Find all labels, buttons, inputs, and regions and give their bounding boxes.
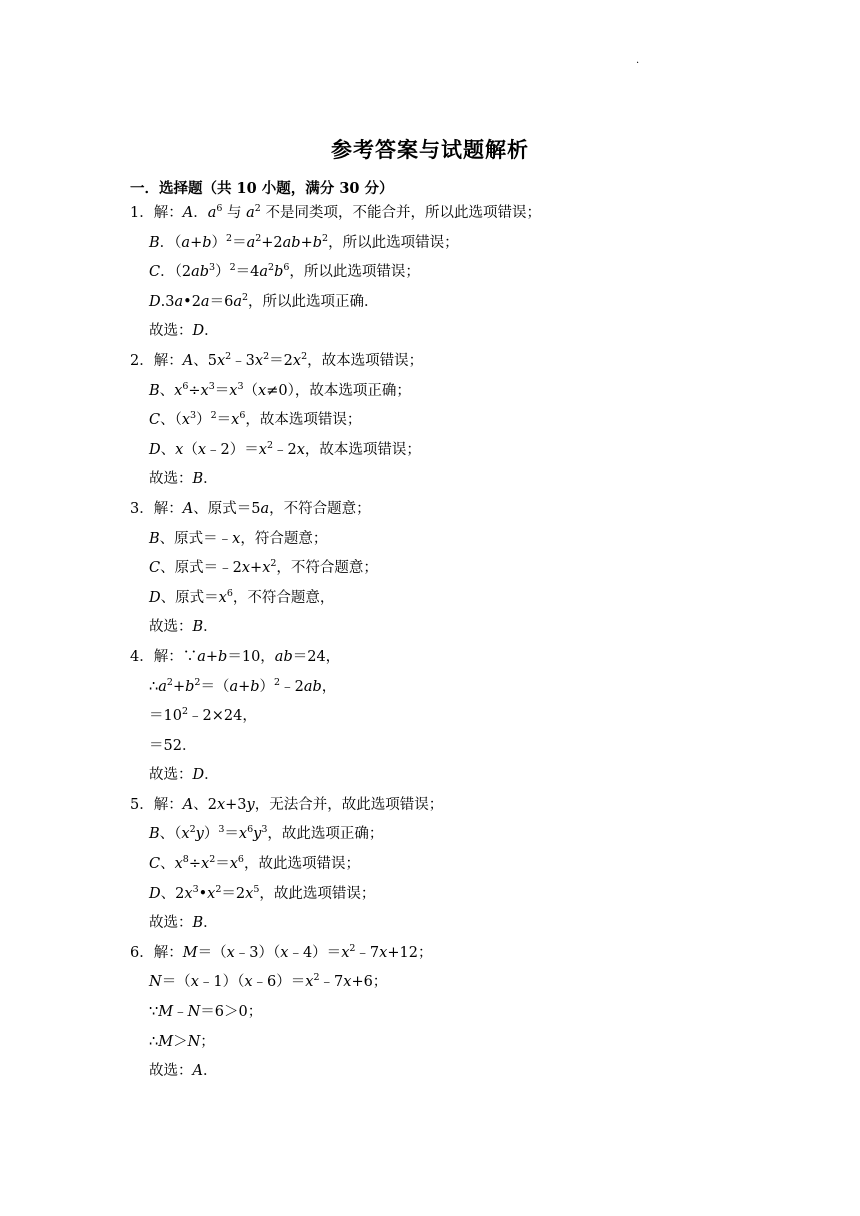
text-segment: ＝10， (227, 648, 275, 665)
solution-line (0, 584, 860, 614)
math-variable: x (197, 441, 207, 458)
math-variable: B (149, 234, 160, 251)
text-segment: ． (204, 323, 219, 340)
text-segment: 故选： (149, 1063, 193, 1080)
text-segment: ，所以此选项正确． (248, 293, 379, 310)
math-variable: a (197, 648, 206, 665)
text-segment: ＝10 (149, 708, 182, 725)
text-segment: ﹣6）＝ (252, 974, 306, 991)
text-segment: ） (203, 826, 219, 843)
math-variable: B (192, 471, 204, 488)
text-segment: 故选： (149, 915, 193, 932)
text-segment: ∴ (149, 1033, 159, 1050)
text-segment: ＝ (224, 826, 239, 843)
math-variable: x (226, 944, 235, 961)
math-variable: x (229, 382, 238, 399)
solution-line (0, 998, 860, 1028)
text-segment: ∴ (149, 678, 159, 695)
exponent: 2 (301, 350, 308, 362)
math-variable: b (250, 678, 260, 695)
text-segment: 故选： (149, 619, 193, 636)
text-segment: + (250, 560, 263, 577)
math-variable: x (296, 441, 305, 458)
solution-line (0, 909, 860, 939)
solution-line (0, 732, 860, 762)
exponent: 3 (261, 824, 268, 836)
text-segment: 、 (160, 856, 175, 873)
exponent: 5 (253, 883, 260, 895)
exponent: 6 (239, 410, 246, 422)
math-variable: D (192, 323, 205, 340)
solution-line (0, 554, 860, 584)
solution-line (0, 820, 860, 850)
text-segment: ．（ (159, 234, 182, 251)
exponent: 3 (218, 824, 225, 836)
math-variable: B (149, 530, 160, 547)
text-segment: ，不符合题意； (269, 500, 371, 517)
math-variable: C (149, 412, 161, 429)
text-segment: ﹣3）（ (234, 944, 281, 961)
math-variable: A (182, 500, 194, 517)
math-variable: a (246, 234, 256, 251)
text-segment: ﹣7 (319, 974, 344, 991)
text-segment: .3 (160, 293, 175, 310)
solution-line (0, 525, 860, 555)
math-variable: C (149, 560, 161, 577)
text-segment: ＝52． (149, 737, 197, 754)
math-variable: x (258, 382, 267, 399)
text-segment: ＝2 (269, 352, 293, 369)
math-variable: D (192, 767, 205, 784)
solution-line (0, 791, 860, 821)
math-variable: B (192, 619, 204, 636)
solution-line (0, 702, 860, 732)
math-variable: x (292, 352, 302, 369)
math-variable: B (192, 915, 204, 932)
text-segment: ﹣2）＝ (206, 441, 259, 458)
math-variable: y (253, 826, 262, 843)
math-variable: x (216, 352, 226, 369)
text-segment: + (238, 678, 251, 695)
text-segment: （ (183, 441, 198, 458)
exponent: 3 (192, 883, 199, 895)
text-segment: 、原式＝﹣2 (160, 560, 242, 577)
solution-line (0, 1057, 860, 1087)
text-segment: ，故本选项错误； (245, 412, 362, 429)
exponent: 3 (208, 380, 215, 392)
math-variable: x (254, 352, 264, 369)
math-variable: b (202, 234, 212, 251)
text-segment: （ (243, 382, 259, 399)
solution-line (0, 1028, 860, 1058)
math-variable: D (149, 293, 161, 310)
text-segment: ，所以此选项错误； (328, 234, 459, 251)
math-variable: x (343, 974, 352, 991)
math-variable: ab (282, 234, 301, 251)
text-segment: ） (196, 412, 211, 429)
text-segment: ÷ (188, 382, 201, 399)
text-segment: ＝4 (235, 264, 260, 281)
text-segment: ． (204, 767, 219, 784)
exponent: 2 (266, 439, 273, 451)
text-segment: 、2 (160, 885, 185, 902)
exponent: 2 (255, 232, 262, 244)
math-variable: ab (303, 678, 322, 695)
math-variable: x (181, 412, 191, 429)
exponent: 6 (216, 203, 223, 214)
text-segment: ． (203, 915, 218, 932)
math-variable: x (341, 944, 350, 961)
math-variable: x (181, 826, 190, 843)
text-segment: 故选： (149, 323, 193, 340)
math-variable: B (149, 382, 160, 399)
math-variable: x (207, 885, 216, 902)
text-segment: ＝（ (200, 678, 230, 695)
text-segment: ，不符合题意； (276, 560, 378, 577)
math-variable: M (182, 944, 198, 961)
text-segment: 4．解：∵ (130, 648, 198, 665)
math-variable: y (195, 826, 204, 843)
exponent: 2 (215, 883, 222, 895)
exponent: 6 (226, 587, 233, 599)
solution-line (0, 436, 860, 466)
text-segment: 、2 (193, 796, 217, 813)
math-variable: M (158, 1004, 174, 1021)
text-segment: 、原式＝﹣ (159, 530, 233, 547)
text-segment: ． (202, 1063, 218, 1080)
text-segment: ） (211, 234, 227, 251)
text-segment: ＝6 (209, 293, 234, 310)
math-variable: a (233, 293, 242, 310)
text-segment: • (198, 885, 208, 902)
text-segment: ，无法合并，故此选项错误； (254, 796, 444, 813)
math-variable: a (200, 293, 210, 310)
text-segment: ﹣7 (355, 944, 380, 961)
exponent: 2 (322, 232, 329, 244)
math-variable: x (258, 441, 267, 458)
exponent: 2 (181, 706, 188, 718)
section-heading: 一．选择题（共 10 小题，满分 30 分） (130, 180, 394, 197)
math-variable: A (182, 352, 194, 369)
text-segment: + (190, 234, 203, 251)
math-variable: x (174, 382, 183, 399)
math-variable: x (305, 974, 314, 991)
math-variable: ab (274, 648, 293, 665)
solution-line (0, 288, 860, 318)
text-segment: 、 (160, 441, 176, 458)
math-variable: x (231, 412, 240, 429)
math-variable: A (192, 1063, 203, 1080)
text-segment: 5．解： (130, 796, 183, 813)
text-segment: ﹣3 (231, 352, 255, 369)
text-segment: 、（ (159, 826, 182, 843)
math-variable: a (207, 205, 217, 221)
math-variable: x (280, 944, 289, 961)
exponent: 2 (229, 262, 236, 274)
solution-line (0, 850, 860, 880)
text-segment: ） (215, 264, 230, 281)
text-segment: +3 (225, 796, 247, 813)
exponent: 2 (274, 676, 281, 688)
math-variable: C (149, 264, 161, 281)
math-variable: b (218, 648, 228, 665)
exponent: 2 (313, 972, 320, 984)
math-variable: x (232, 530, 241, 547)
solution-line (0, 968, 860, 998)
math-variable: D (149, 441, 161, 458)
solution-line (0, 317, 860, 347)
text-segment: ＝（ (197, 944, 227, 961)
text-segment: +12； (387, 944, 433, 961)
solution-line (0, 377, 860, 407)
solution-line (0, 673, 860, 703)
text-segment: ﹣2×24， (188, 708, 257, 725)
text-segment: + (300, 234, 313, 251)
exponent: 2 (194, 676, 201, 688)
math-variable: a (181, 234, 191, 251)
exponent: 2 (270, 558, 277, 570)
math-variable: x (174, 856, 183, 873)
math-variable: b (185, 678, 195, 695)
solution-line (0, 258, 860, 288)
text-segment: ＝（ (161, 974, 191, 991)
text-segment: ，故此选项错误； (243, 856, 360, 873)
math-variable: y (246, 796, 255, 813)
text-segment: ，不符合题意， (232, 589, 335, 606)
math-variable: x (200, 382, 209, 399)
math-variable: x (184, 885, 193, 902)
math-variable: x (245, 885, 254, 902)
solution-line (0, 939, 860, 969)
exponent: 2 (349, 942, 356, 954)
text-segment: ．（2 (160, 264, 192, 281)
text-segment: ∵ (149, 1004, 159, 1021)
math-variable: x (244, 974, 253, 991)
math-variable: a (158, 678, 167, 695)
text-segment: ≠0），故本选项正确； (266, 382, 411, 399)
solution-line (0, 199, 860, 229)
text-segment: ﹣4）＝ (288, 944, 342, 961)
exponent: 2 (241, 291, 249, 303)
math-variable: M (158, 1033, 174, 1050)
exponent: 2 (254, 203, 261, 214)
math-variable: a (174, 293, 184, 310)
exponent: 2 (210, 410, 217, 422)
math-variable: D (149, 885, 161, 902)
math-variable: x (262, 560, 271, 577)
exponent: 8 (182, 854, 189, 866)
exponent: 2 (225, 350, 232, 362)
math-variable: D (149, 589, 161, 606)
math-variable: N (187, 1033, 201, 1050)
text-segment: ＝2 (221, 885, 246, 902)
text-segment: ﹣2 (272, 441, 297, 458)
text-segment: 故选： (149, 471, 193, 488)
math-variable: a (260, 500, 270, 517)
text-segment: 1．解： (130, 205, 183, 221)
math-variable: x (379, 944, 388, 961)
exponent: 3 (190, 410, 197, 422)
math-variable: N (149, 974, 162, 991)
text-segment: 、 (159, 382, 175, 399)
exponent: 2 (166, 676, 173, 688)
text-segment: + (205, 648, 219, 665)
text-segment: ； (200, 1033, 215, 1050)
text-segment: 2．解： (130, 352, 183, 369)
text-segment: 、（ (160, 412, 182, 429)
exponent: 6 (182, 380, 189, 392)
text-segment: ，故本选项错误； (307, 352, 424, 369)
solution-line (0, 229, 860, 259)
solution-lines (0, 199, 860, 1087)
text-segment: +6； (351, 974, 388, 991)
text-segment: ﹣2 (280, 678, 304, 695)
text-segment: ＝24， (292, 648, 341, 665)
math-variable: B (149, 826, 160, 843)
text-segment: ＝ (215, 856, 230, 873)
text-segment: ，所以此选项错误； (289, 264, 420, 281)
page-title: 参考答案与试题解析 (331, 137, 529, 162)
text-segment: 、原式＝ (160, 589, 219, 606)
solution-line (0, 880, 860, 910)
text-segment: ＝ (216, 412, 232, 429)
text-segment: ． (203, 619, 218, 636)
math-variable: b (312, 234, 323, 251)
exponent: 6 (247, 824, 254, 836)
math-variable: ab (191, 264, 210, 281)
text-segment: + (172, 678, 186, 695)
math-variable: A (182, 205, 194, 221)
text-segment: 与 (222, 205, 247, 221)
exponent: 2 (268, 262, 275, 274)
text-segment: ， (321, 678, 337, 695)
math-variable: C (149, 856, 161, 873)
text-segment: 故选： (149, 767, 193, 784)
text-segment: ﹣ (173, 1004, 188, 1021)
solution-line (0, 643, 860, 673)
text-segment: ＞ (173, 1033, 188, 1050)
solution-line (0, 465, 860, 495)
math-variable: x (241, 560, 251, 577)
solution-line (0, 406, 860, 436)
math-variable: a (246, 205, 255, 221)
text-segment: 、原式＝5 (193, 500, 261, 517)
math-variable: x (218, 589, 227, 606)
text-segment: 6．解： (130, 944, 183, 961)
exponent: 2 (189, 824, 196, 836)
text-segment: ÷ (188, 856, 201, 873)
exponent: 3 (209, 262, 216, 274)
math-variable: N (187, 1004, 201, 1021)
text-segment: ，符合题意； (240, 530, 328, 547)
math-variable: a (259, 264, 269, 281)
text-segment: ，故本选项错误； (304, 441, 421, 458)
text-segment: ． (203, 471, 218, 488)
exponent: 2 (263, 350, 270, 362)
text-segment: •2 (183, 293, 201, 310)
math-variable: b (274, 264, 284, 281)
text-segment: 、5 (193, 352, 217, 369)
exponent: 6 (283, 262, 290, 274)
math-variable: a (229, 678, 239, 695)
exponent: 2 (226, 232, 233, 244)
math-variable: x (238, 826, 248, 843)
math-variable: x (216, 796, 226, 813)
math-variable: A (182, 796, 194, 813)
solution-line (0, 761, 860, 791)
text-segment: ﹣1）（ (198, 974, 245, 991)
solution-line (0, 495, 860, 525)
solution-line (0, 347, 860, 377)
text-segment: ＝6＞0； (200, 1004, 263, 1021)
exponent: 2 (209, 854, 216, 866)
math-variable: x (229, 856, 238, 873)
exponent: 3 (237, 380, 244, 392)
text-segment: ． (193, 205, 208, 221)
exponent: 6 (237, 854, 244, 866)
text-segment: 3．解： (130, 500, 183, 517)
solution-line (0, 613, 860, 643)
text-segment: ＝ (214, 382, 230, 399)
math-variable: x (201, 856, 210, 873)
text-segment: ，故此选项错误； (259, 885, 376, 902)
text-segment: 不是同类项，不能合并，所以此选项错误； (260, 205, 541, 221)
text-segment: +2 (261, 234, 283, 251)
text-segment: ＝ (232, 234, 247, 251)
text-segment: ） (259, 678, 275, 695)
math-variable: x (190, 974, 199, 991)
math-variable: x (175, 441, 184, 458)
text-segment: ，故此选项正确； (267, 826, 384, 843)
corner-mark: . (636, 55, 640, 66)
